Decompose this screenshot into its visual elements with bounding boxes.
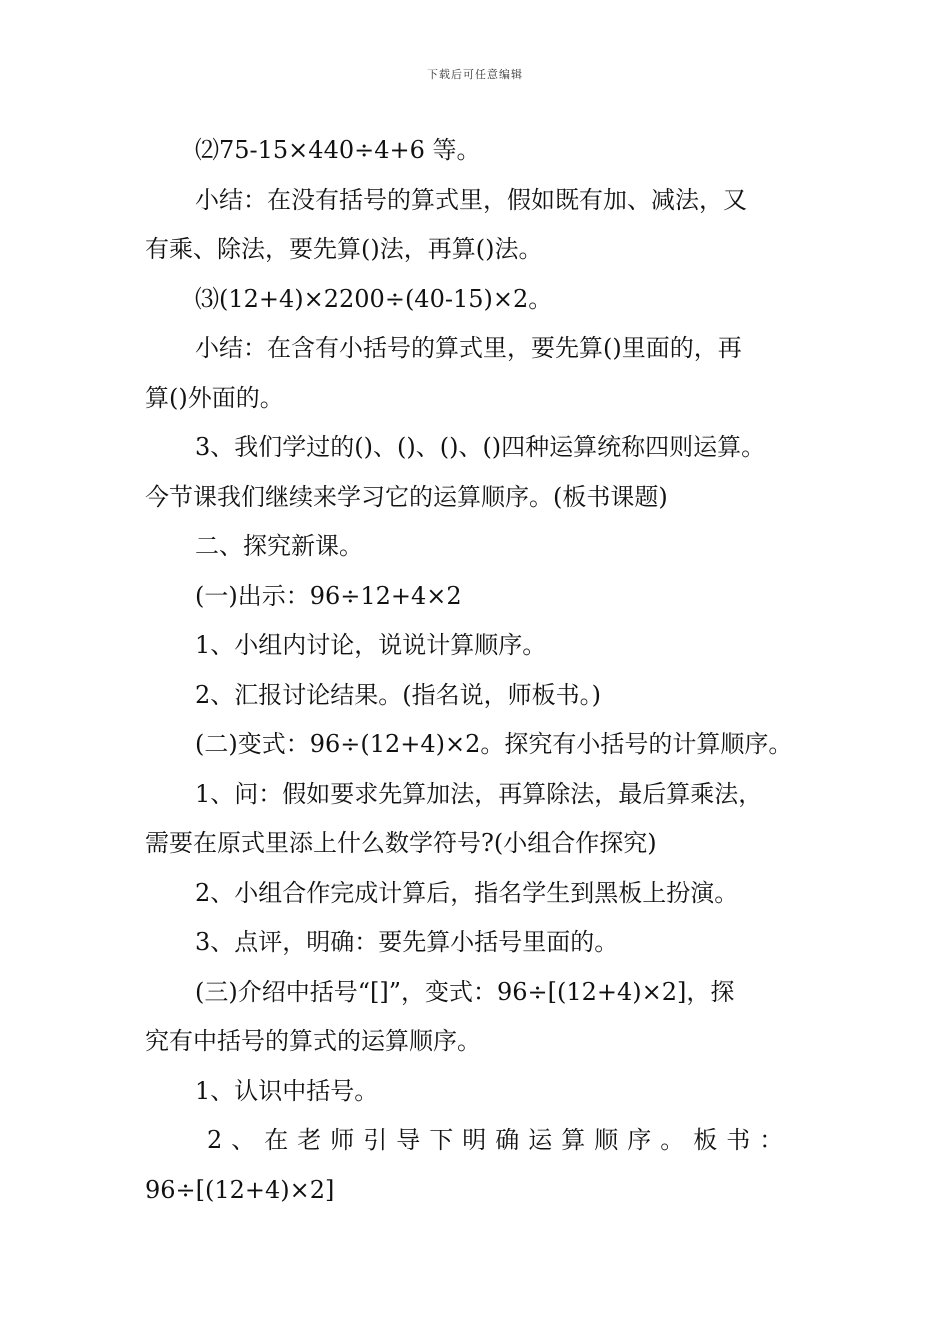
text-line: 2、小组合作完成计算后，指名学生到黑板上扮演。 — [195, 878, 739, 907]
text-line: (二)变式：96÷(12+4)×2。探究有小括号的计算顺序。 — [195, 730, 793, 758]
page-header: 下载后可任意编辑 — [427, 68, 523, 81]
text-line: 今节课我们继续来学习它的运算顺序。(板书课题) — [145, 482, 668, 511]
text-line: 小结：在含有小括号的算式里，要先算()里面的，再 — [195, 334, 742, 362]
text-line: (一)出示：96÷12+4×2 — [195, 581, 462, 610]
document-body — [145, 126, 825, 1215]
text-line: 究有中括号的算式的运算顺序。 — [145, 1027, 481, 1055]
text-line: ⑶(12+4)×2200÷(40-15)×2。 — [195, 284, 553, 313]
formula-line: 96÷[(12+4)×2] — [145, 1175, 335, 1204]
text-line: 2、在老师引导下明确运算顺序。板书： — [207, 1126, 793, 1154]
text-line: 需要在原式里添上什么数学符号?(小组合作探究) — [145, 829, 657, 857]
text-line: 算()外面的。 — [145, 383, 284, 412]
text-line: 1、认识中括号。 — [195, 1076, 379, 1105]
text-line: 2、汇报讨论结果。(指名说，师板书。) — [195, 680, 601, 709]
text-line: 1、小组内讨论，说说计算顺序。 — [195, 631, 547, 659]
text-line: ⑵75-15×440÷4+6 等。 — [195, 136, 481, 164]
text-line: 1、问：假如要求先算加法，再算除法，最后算乘法， — [195, 779, 763, 808]
text-line: 有乘、除法，要先算()法，再算()法。 — [145, 235, 543, 263]
text-line: 3、点评，明确：要先算小括号里面的。 — [195, 928, 619, 956]
section-heading: 二、探究新课。 — [195, 532, 363, 560]
text-line: 3、我们学过的()、()、()、()四种运算统称四则运算。 — [195, 433, 766, 461]
text-line: 小结：在没有括号的算式里，假如既有加、减法，又 — [195, 185, 747, 214]
text-line: (三)介绍中括号“[]”，变式：96÷[(12+4)×2]，探 — [195, 977, 735, 1006]
